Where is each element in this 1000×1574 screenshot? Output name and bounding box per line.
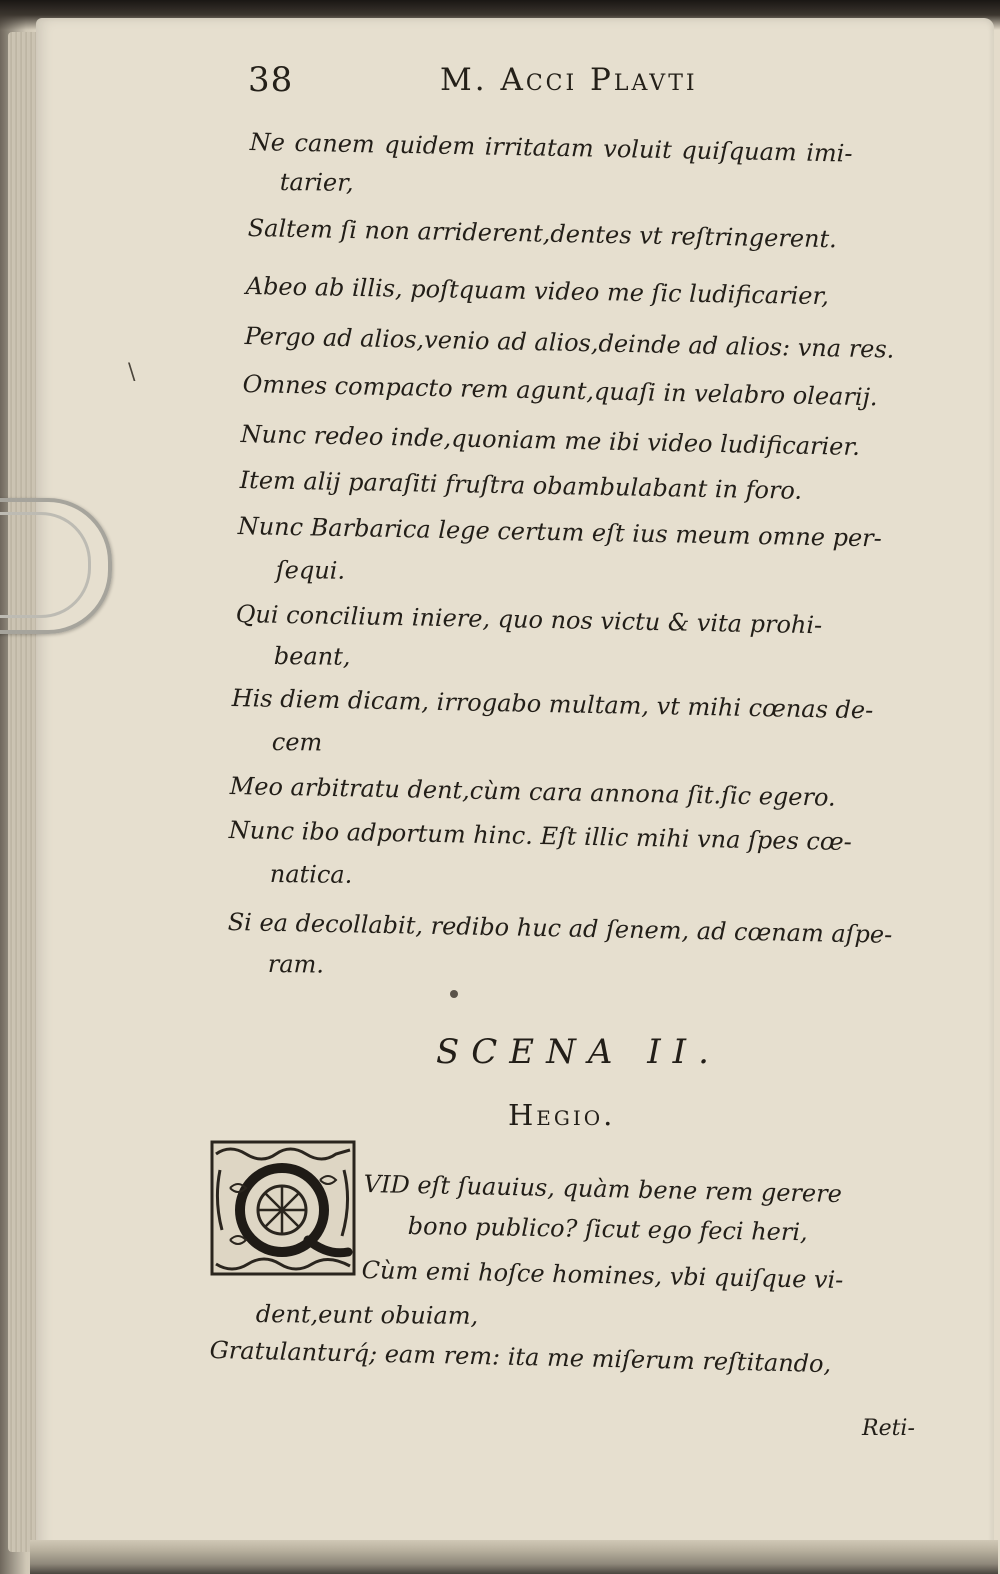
verse-line: Saltem ſi non arriderent,dentes vt reſtringerent.: [247, 214, 838, 254]
speaker-name: Hegio.: [508, 1098, 616, 1132]
running-title: M. Acci Plavti: [440, 62, 698, 98]
verse-line: tarier,: [279, 168, 354, 197]
verse-line: Nunc redeo inde,quoniam me ibi video ludificarier.: [240, 420, 861, 461]
catchword: Reti-: [862, 1416, 915, 1441]
printer-dot: [450, 990, 458, 998]
verse-line: Omnes compacto rem agunt,quaſi in velabro olearij.: [242, 370, 878, 412]
verse-line: VID eſt ſuauius, quàm bene rem gerere: [363, 1170, 843, 1209]
verse-line: Si ea decollabit, redibo huc ad ſenem, ad cœnam aſpe-: [227, 908, 893, 949]
scene-title: SCENA II.: [436, 1032, 721, 1072]
verse-line: Nunc ibo adportum hinc. Eſt illic mihi vna ſpes cœ-: [228, 816, 852, 856]
verse-line: beant,: [273, 642, 351, 671]
verse-line: Meo arbitratu dent,cùm cara annona ſit.ſic egero.: [229, 772, 836, 812]
verse-line: cem: [271, 728, 323, 757]
verse-line: ſequi.: [275, 556, 346, 585]
decorated-initial-q-icon: [210, 1140, 356, 1276]
verse-line: Ne canem quidem irritatam voluit quiſquam imi-: [249, 128, 853, 168]
page-bottom-edge: [30, 1540, 998, 1574]
verse-line: Item alij paraſiti fruſtra obambulabant in foro.: [239, 466, 803, 505]
verse-line: Nunc Barbarica lege certum eſt ius meum omne per-: [237, 512, 883, 553]
verse-line: His diem dicam, irrogabo multam, vt mihi cœnas de-: [231, 684, 874, 725]
page-stack-edge: [8, 32, 38, 1552]
margin-mark: \: [128, 360, 136, 385]
verse-line: bono publico? ſicut ego feci heri,: [407, 1212, 808, 1247]
verse-line: ram.: [267, 950, 325, 979]
verse-line: Pergo ad alios,venio ad alios,deinde ad alios: vna res.: [244, 322, 895, 364]
paper-clip-inner: [0, 512, 91, 618]
verse-line: Qui concilium iniere, quo nos victu & vita prohi-: [235, 600, 823, 640]
verse-line: Gratulanturq́; eam rem: ita me miſerum reſtitando,: [209, 1336, 832, 1379]
verse-line: Abeo ab illis, poſtquam video me ſic ludificarier,: [245, 272, 830, 311]
verse-line: natica.: [269, 860, 353, 889]
verse-line: Cùm emi hoſce homines, vbi quiſque vi-: [361, 1256, 844, 1295]
page-number: 38: [248, 60, 294, 100]
verse-line: dent,eunt obuiam,: [255, 1300, 479, 1330]
page-header: [248, 60, 848, 116]
